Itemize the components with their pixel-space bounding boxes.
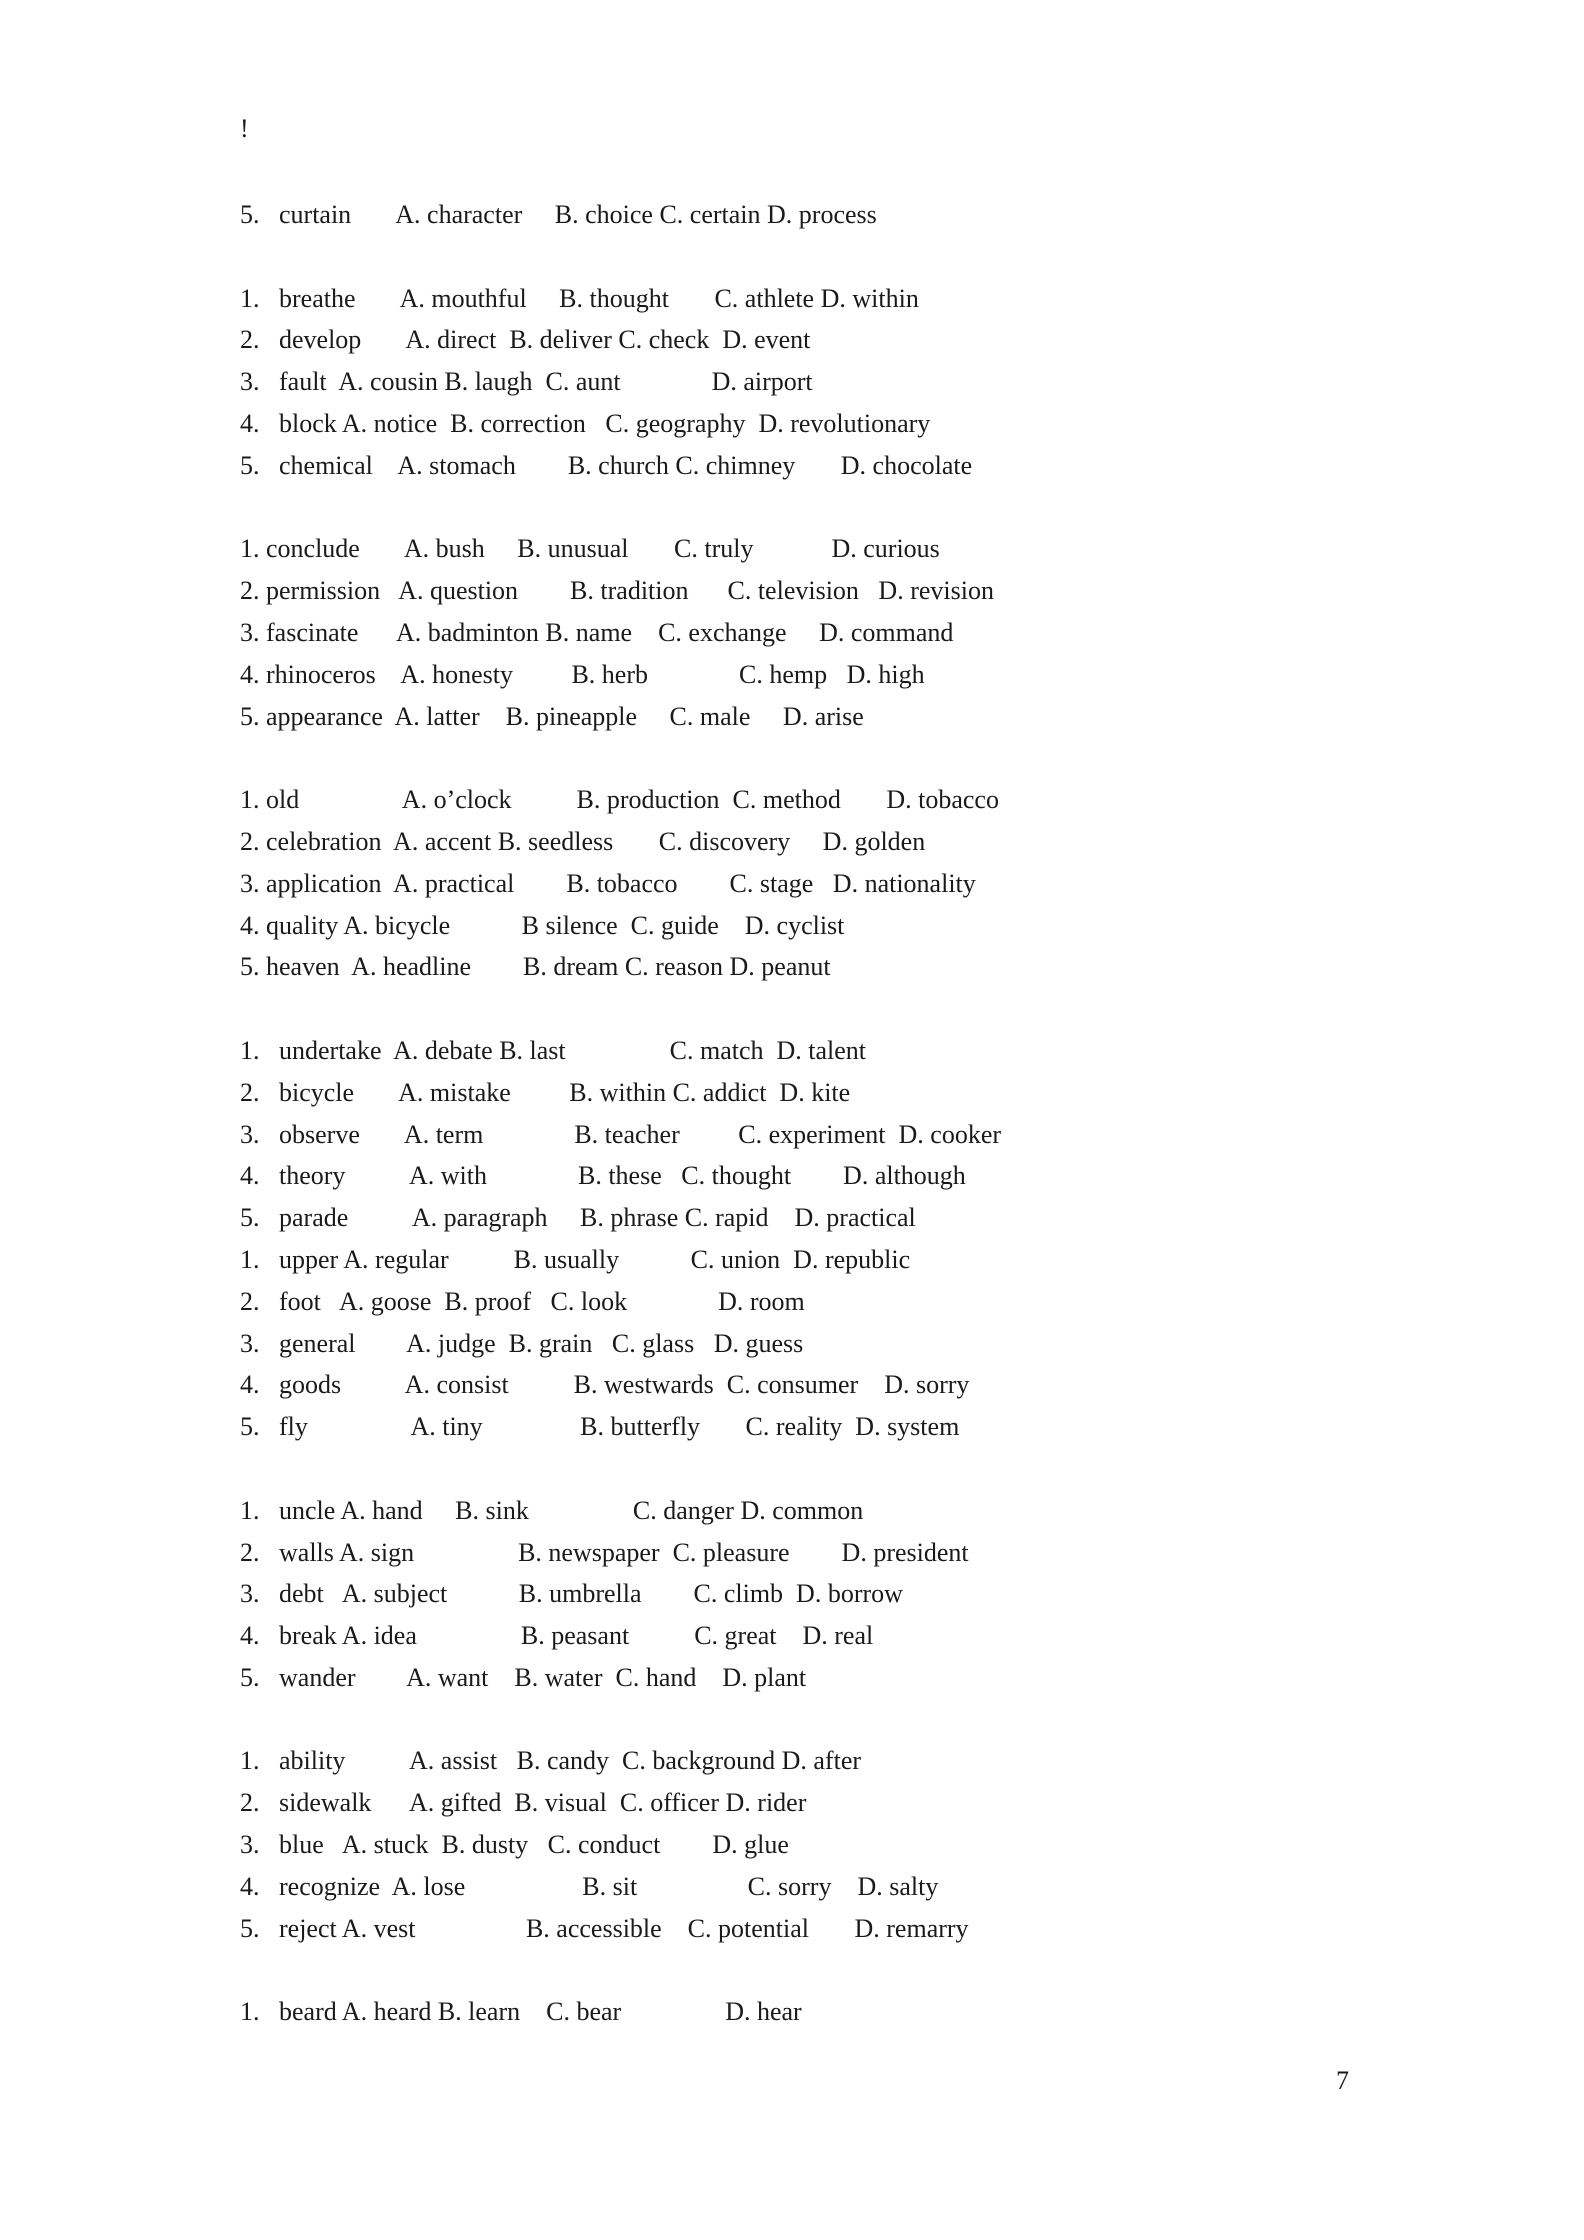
exercise-line: 3. general A. judge B. grain C. glass D. guess [240,1328,804,1358]
exercise-line: 3. fascinate A. badminton B. name C. exchange D. command [240,617,954,647]
exercise-line: 2. permission A. question B. tradition C. television D. revision [240,576,994,606]
exercise-line: 1. breathe A. mouthful B. thought C. athlete D. within [240,283,919,313]
exercise-line: 1. old A. o’clock B. production C. method D. tobacco [240,785,999,815]
exercise-line: 1. beard A. heard B. learn C. bear D. hear [240,1997,802,2027]
section-gap [240,737,1390,779]
section-gap [240,1949,1390,1991]
exercise-line: 5. curtain A. character B. choice C. certain D. process [240,200,877,229]
exercise-line: 2. bicycle A. mistake B. within C. addict D. kite [240,1077,851,1107]
exercise-line: 5. fly A. tiny B. butterfly C. reality D. system [240,1412,960,1442]
exercise-line: 3. blue A. stuck B. dusty C. conduct D. glue [240,1830,789,1860]
section-gap [240,487,1390,529]
exercise-line: 1. upper A. regular B. usually C. union D. republic [240,1244,911,1274]
exercise-line: 2. develop A. direct B. deliver C. check D. event [240,325,811,355]
exercise-line: 1. uncle A. hand B. sink C. danger D. common [240,1495,864,1525]
exercise-line: 1. ability A. assist B. candy C. background D. after [240,1746,862,1776]
section-gap [240,1448,1390,1490]
stray-mark: ! [240,114,249,143]
exercise-line: 4. quality A. bicycle B silence C. guide D. cyclist [240,910,845,940]
exercise-line: 4. rhinoceros A. honesty B. herb C. hemp D. high [240,659,925,689]
exercise-line: 4. recognize A. lose B. sit C. sorry D. salty [240,1871,939,1901]
exercise-list [240,194,1390,2033]
exercise-line: 2. foot A. goose B. proof C. look D. room [240,1286,805,1316]
exercise-line: 5. wander A. want B. water C. hand D. plant [240,1662,807,1692]
section-gap [240,1699,1390,1741]
exercise-line: 5. reject A. vest B. accessible C. potential D. remarry [240,1913,969,1943]
section-gap [240,988,1390,1030]
exercise-line: 1. conclude A. bush B. unusual C. truly D. curious [240,534,940,564]
exercise-line: 2. walls A. sign B. newspaper C. pleasure D. president [240,1537,969,1567]
exercise-line: 4. break A. idea B. peasant C. great D. real [240,1621,874,1651]
exercise-line: 5. heaven A. headline B. dream C. reason D. peanut [240,952,831,982]
section-gap [240,236,1390,278]
exercise-line: 5. parade A. paragraph B. phrase C. rapid D. practical [240,1203,916,1233]
exercise-line: 3. debt A. subject B. umbrella C. climb D. borrow [240,1579,903,1609]
exercise-line: 5. appearance A. latter B. pineapple C. male D. arise [240,701,864,731]
page-number: 7 [1336,2066,1349,2095]
exercise-line: 2. sidewalk A. gifted B. visual C. officer D. rider [240,1788,807,1818]
exercise-line: 3. fault A. cousin B. laugh C. aunt D. airport [240,367,813,397]
exercise-line: 2. celebration A. accent B. seedless C. discovery D. golden [240,826,926,856]
exercise-line: 4. goods A. consist B. westwards C. consumer D. sorry [240,1370,970,1400]
exercise-line: 4. theory A. with B. these C. thought D. although [240,1161,966,1191]
exercise-line: 3. application A. practical B. tobacco C. stage D. nationality [240,868,976,898]
exercise-line: 3. observe A. term B. teacher C. experiment D. cooker [240,1119,1002,1149]
exercise-line: 4. block A. notice B. correction C. geography D. revolutionary [240,408,931,438]
exercise-line: 5. chemical A. stomach B. church C. chimney D. chocolate [240,450,973,480]
exercise-line: 1. undertake A. debate B. last C. match D. talent [240,1035,867,1065]
